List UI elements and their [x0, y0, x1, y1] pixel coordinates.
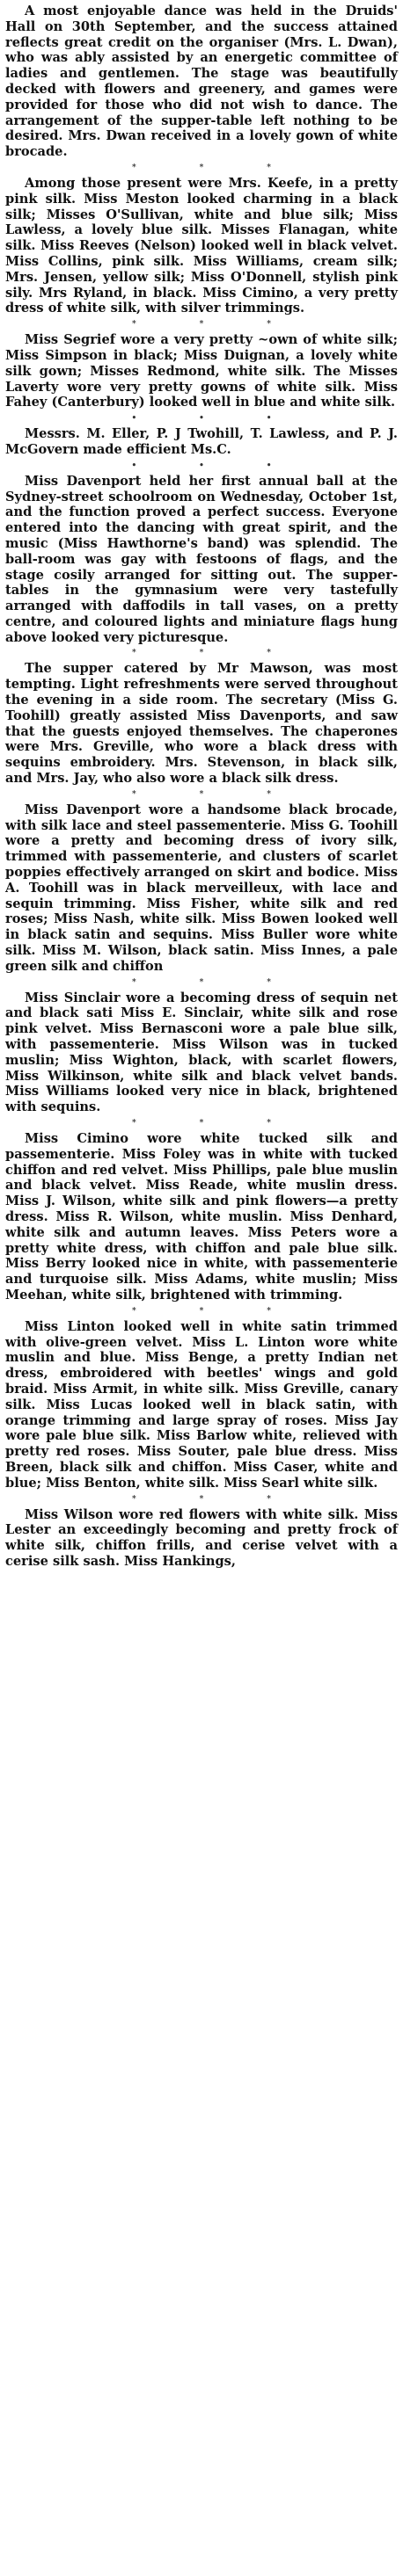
separator: * * *	[131, 320, 271, 330]
separator: * * *	[131, 1494, 271, 1504]
article-paragraph: Miss Sinclair wore a becoming dress of sequin net and black sati Miss E. Sinclair, white silk and rose pink velvet. Miss Bernasconi wore a pale blue silk, with passementerie. Miss Wilson was in tucked muslin; Miss Wighton, black, with scarlet flowers, Miss Wilkinson, white silk and black velvet bands. Miss Williams looked very nice in black, brightened with sequins.	[5, 990, 398, 1115]
article-paragraph: Miss Segrief wore a very pretty ~own of white silk; Miss Simpson in black; Miss Duignan, a lovely white silk gown; Misses Redmond, white silk. The Misses Laverty wore very pretty gowns of white silk. Miss Fahey (Canterbury) looked well in blue and white silk.	[5, 332, 398, 410]
separator: * * *	[131, 649, 271, 658]
separator: * * *	[131, 1119, 271, 1128]
separator: • • •	[131, 461, 272, 470]
article-paragraph: Among those present were Mrs. Keefe, in a pretty pink silk. Miss Meston looked charming in a black silk; Misses O'Sullivan, white and blue silk; Miss Lawless, a lovely blue silk. Misses Flanagan, white silk. Miss Reeves (Nelson) looked well in black velvet. Miss Collins, pink silk. Miss Williams, cream silk; Mrs. Jensen, yellow silk; Miss O'Donnell, stylish pink sily. Mrs Ryland, in black. Miss Cimino, a very pretty dress of white silk, with silver trimmings.	[5, 175, 398, 316]
separator: • • •	[131, 414, 272, 424]
separator: * * *	[131, 789, 271, 799]
separator: * * *	[131, 977, 271, 987]
article-paragraph: Miss Cimino wore white tucked silk and passementerie. Miss Foley was in white with tucked chiffon and red velvet. Miss Phillips, pale blue muslin and black velvet. Miss Reade, white muslin dress. Miss J. Wilson, white silk and pink flowers—a pretty dress. Miss R. Wilson, white muslin. Miss Denhard, white silk and autumn leaves. Miss Peters wore a pretty white dress, with chiffon and pale blue silk. Miss Berry looked nice in white, with passementerie and turquoise silk. Miss Adams, white muslin; Miss Meehan, white silk, brightened with trimming.	[5, 1131, 398, 1303]
separator: * * *	[131, 163, 271, 172]
article-paragraph: Messrs. M. Eller, P. J Twohill, T. Lawless, and P. J. McGovern made efficient Ms.C.	[5, 426, 398, 457]
article-paragraph: Miss Linton looked well in white satin trimmed with olive-green velvet. Miss L. Linton wore white muslin and blue. Miss Benge, a pretty Indian net dress, embroidered with beetles' wings and gold braid. Miss Armit, in white silk. Miss Greville, canary silk. Miss Lucas looked well in black satin, with orange trimming and large spray of roses. Miss Jay wore pale blue silk. Miss Barlow white, relieved with pretty red roses. Miss Souter, pale blue dress. Miss Breen, black silk and chiffon. Miss Caser, white and blue; Miss Benton, white silk. Miss Searl white silk.	[5, 1318, 398, 1491]
article-paragraph: The supper catered by Mr Mawson, was most tempting. Light refreshments were served throughout the evening in a side room. The secretary (Miss G. Toohill) greatly assisted Miss Davenports, and saw that the guests enjoyed themselves. The chaperones were Mrs. Greville, who wore a black dress with sequins embroidery. Mrs. Stevenson, in black silk, and Mrs. Jay, who also wore a black silk dress.	[5, 661, 398, 787]
article-paragraph: Miss Davenport wore a handsome black brocade, with silk lace and steel passementerie. Miss G. Toohill wore a pretty and becoming dress of ivory silk, trimmed with passementerie, and clusters of scarlet poppies effectively arranged on skirt and bodice. Miss A. Toohill was in black merveilleux, with lace and sequin trimming. Miss Fisher, white silk and red roses; Miss Nash, white silk. Miss Bowen looked well in black satin and sequins. Miss Buller wore white silk. Miss M. Wilson, black satin. Miss Innes, a pale green silk and chiffon	[5, 802, 398, 974]
separator: * * *	[131, 1306, 271, 1316]
article-paragraph: Miss Davenport held her first annual ball at the Sydney-street schoolroom on Wednesday, October 1st, and the function proved a perfect success. Everyone entered into the dancing with great spirit, and the music (Miss Hawthorne's band) was splendid. The ball-room was gay with festoons of flags, and the stage cosily arranged for sitting out. The supper-tables in the gymnasium were very tastefully arranged with daffodils in tall vases, on a pretty centre, and coloured lights and miniature flags hung above looked very picturesque.	[5, 473, 398, 645]
article-column	[5, 4, 398, 1570]
article-paragraph: A most enjoyable dance was held in the Druids' Hall on 30th September, and the success attained reflects great credit on the organiser (Mrs. L. Dwan), who was ably assisted by an energetic committee of ladies and gentlemen. The stage was beautifully decked with flowers and greenery, and games were provided for those who did not wish to dance. The arrangement of the supper-table left nothing to be desired. Mrs. Dwan received in a lovely gown of white brocade.	[5, 4, 398, 160]
article-paragraph: Miss Wilson wore red flowers with white silk. Miss Lester an exceedingly becoming and pretty frock of white silk, chiffon frills, and cerise velvet with a cerise silk sash. Miss Hankings,	[5, 1506, 398, 1569]
